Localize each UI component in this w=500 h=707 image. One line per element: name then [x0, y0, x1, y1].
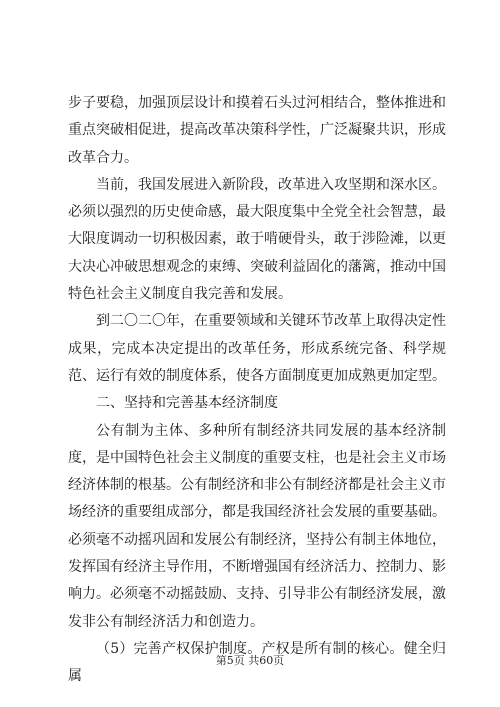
- paragraph-2: 当前，我国发展进入新阶段，改革进入攻坚期和深水区。必须以强烈的历史使命感，最大限度集中全党全社会智慧，最大限度调动一切积极因素，敢于啃硬骨头，敢于涉险滩，以更大决心冲破思想观念的束缚、突破利益固化的藩篱，推动中国特色社会主义制度自我完善和发展。: [68, 176, 446, 303]
- paragraph-1: 步子要稳，加强顶层设计和摸着石头过河相结合，整体推进和重点突破相促进，提高改革决策科学性，广泛凝聚共识，形成改革合力。: [68, 95, 446, 166]
- paragraph-5: （5）完善产权保护制度。产权是所有制的核心。健全归属: [68, 640, 446, 685]
- section-heading: 二、坚持和完善基本经济制度: [96, 395, 278, 412]
- paragraph-4: 公有制为主体、多种所有制经济共同发展的基本经济制度，是中国特色社会主义制度的重要支柱，也是社会主义市场经济体制的根基。公有制经济和非公有制经济都是社会主义市场经济的重要组成部分，都是我国经济社会发展的重要基础。必须毫不动摇巩固和发展公有制经济，坚持公有制主体地位，发挥国有经济主导作用，不断增强国有经济活力、控制力、影响力。必须毫不动摇鼓励、支持、引导非公有制经济发展，激发非公有制经济活力和创造力。: [68, 422, 446, 630]
- paragraph-3: 到二〇二〇年，在重要领域和关键环节改革上取得决定性成果，完成本决定提出的改革任务，形成系统完备、科学规范、运行有效的制度体系，使各方面制度更加成熟更加定型。: [68, 313, 446, 384]
- document-body: [68, 90, 446, 691]
- page-footer: 第5页 共60页: [215, 654, 285, 667]
